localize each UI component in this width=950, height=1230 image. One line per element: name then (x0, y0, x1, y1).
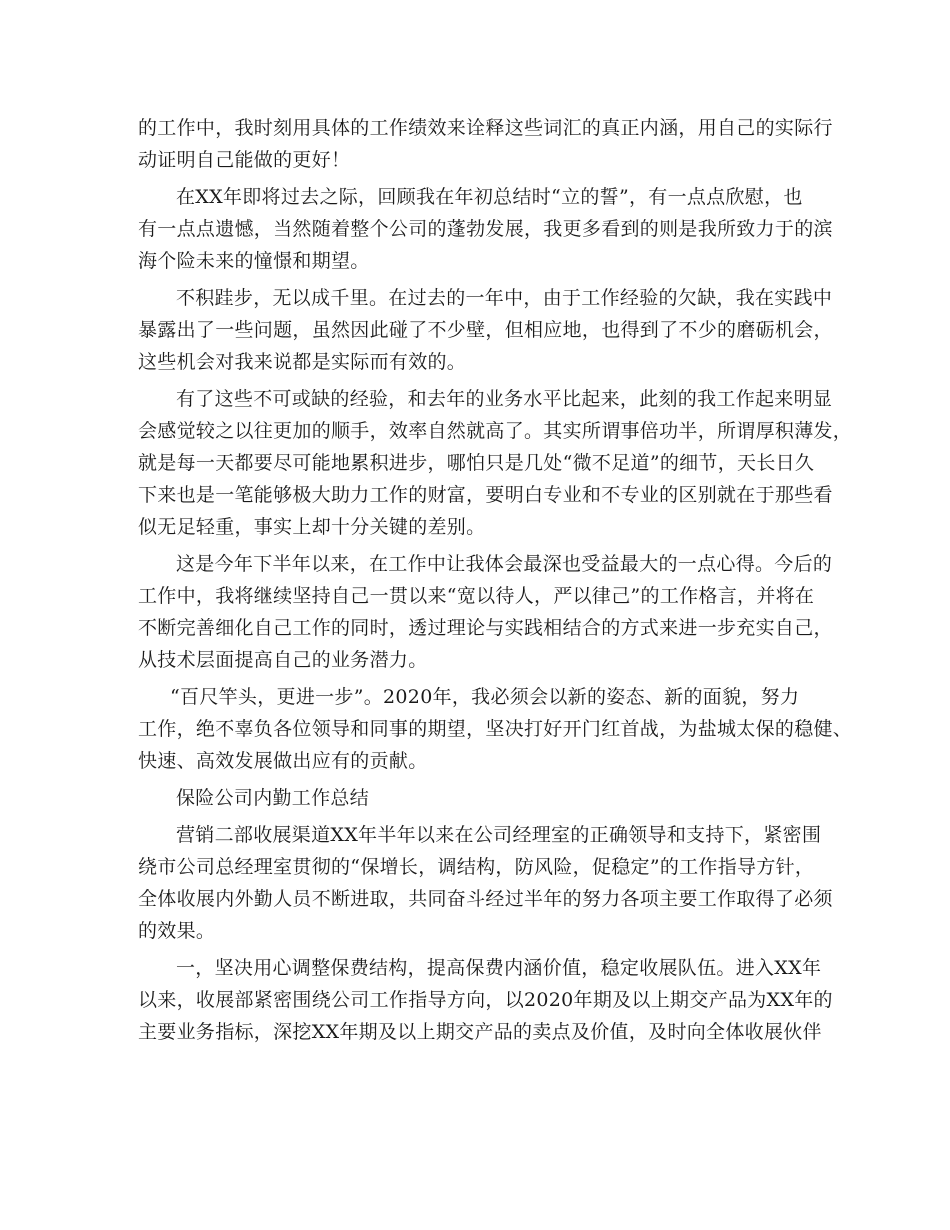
paragraph-7 (138, 819, 833, 947)
text-line: 的工作中，我时刻用具体的工作绩效来诠释这些词汇的真正内涵，用自己的实际行 (138, 117, 833, 139)
section-heading (138, 782, 828, 814)
text-line: 主要业务指标，深挖XX年期及以上期交产品的卖点及价值，及时向全体收展伙伴 (138, 1021, 822, 1043)
paragraph-8 (138, 952, 833, 1048)
text-line: 不断完善细化自己工作的同时，透过理论与实践相结合的方式来进一步充实自己， (138, 617, 833, 639)
text-line: “百尺竿头，更进一步”。2020年，我必须会以新的姿态、新的面貌，努力 (170, 686, 800, 708)
text-line: 暴露出了一些问题，虽然因此碰了不少壁，但相应地，也得到了不少的磨砺机会， (138, 319, 833, 341)
text-line: 海个险未来的憧憬和期望。 (138, 250, 370, 272)
text-line: 快速、高效发展做出应有的贡献。 (138, 750, 428, 772)
text-line: 工作中，我将继续坚持自己一贯以来“宽以待人，严以律己”的工作格言，并将在 (138, 585, 815, 607)
heading-text: 保险公司内勤工作总结 (176, 787, 370, 809)
text-line: 会感觉较之以往更加的顺手，效率自然就高了。其实所谓事倍功半，所谓厚积薄发， (138, 420, 853, 442)
text-line: 就是每一天都要尽可能地累积进步，哪怕只是几处“微不足道”的细节，天长日久 (138, 452, 815, 474)
text-line: 从技术层面提高自己的业务潜力。 (138, 649, 428, 671)
text-line: 在XX年即将过去之际，回顾我在年初总结时“立的誓”，有一点点欣慰，也 (176, 186, 803, 208)
text-line: 全体收展内外勤人员不断进取，共同奋斗经过半年的努力各项主要工作取得了必须 (138, 888, 833, 910)
text-line: 似无足轻重，事实上却十分关键的差别。 (138, 516, 486, 538)
paragraph-4 (138, 383, 853, 543)
text-line: 绕市公司总经理室贯彻的“保增长，调结构，防风险，促稳定”的工作指导方针， (138, 856, 815, 878)
text-line: 下来也是一笔能够极大助力工作的财富，要明白专业和不专业的区别就在于那些看 (138, 484, 833, 506)
paragraph-2 (138, 181, 833, 277)
text-line: 有一点点遗憾，当然随着整个公司的蓬勃发展，我更多看到的则是我所致力于的滨 (138, 218, 833, 240)
text-line: 有了这些不可或缺的经验，和去年的业务水平比起来，此刻的我工作起来明显 (176, 388, 833, 410)
text-line: 以来，收展部紧密围绕公司工作指导方向，以2020年期及以上期交产品为XX年的 (138, 989, 833, 1011)
text-line: 的效果。 (138, 920, 216, 942)
text-line: 一，坚决用心调整保费结构，提高保费内涵价值，稳定收展队伍。进入XX年 (176, 957, 822, 979)
paragraph-3 (138, 282, 833, 378)
paragraph-5 (138, 548, 833, 676)
paragraph-6 (138, 681, 853, 777)
text-line: 工作，绝不辜负各位领导和同事的期望，坚决打好开门红首战，为盐城太保的稳健、 (138, 718, 853, 740)
document-body (138, 112, 853, 1048)
text-line: 不积跬步，无以成千里。在过去的一年中，由于工作经验的欠缺，我在实践中 (176, 287, 833, 309)
paragraph-1 (138, 112, 833, 176)
text-line: 动证明自己能做的更好！ (138, 149, 351, 171)
text-line: 营销二部收展渠道XX年半年以来在公司经理室的正确领导和支持下，紧密围 (176, 824, 822, 846)
text-line: 这是今年下半年以来，在工作中让我体会最深也受益最大的一点心得。今后的 (176, 553, 833, 575)
text-line: 这些机会对我来说都是实际而有效的。 (138, 351, 467, 373)
